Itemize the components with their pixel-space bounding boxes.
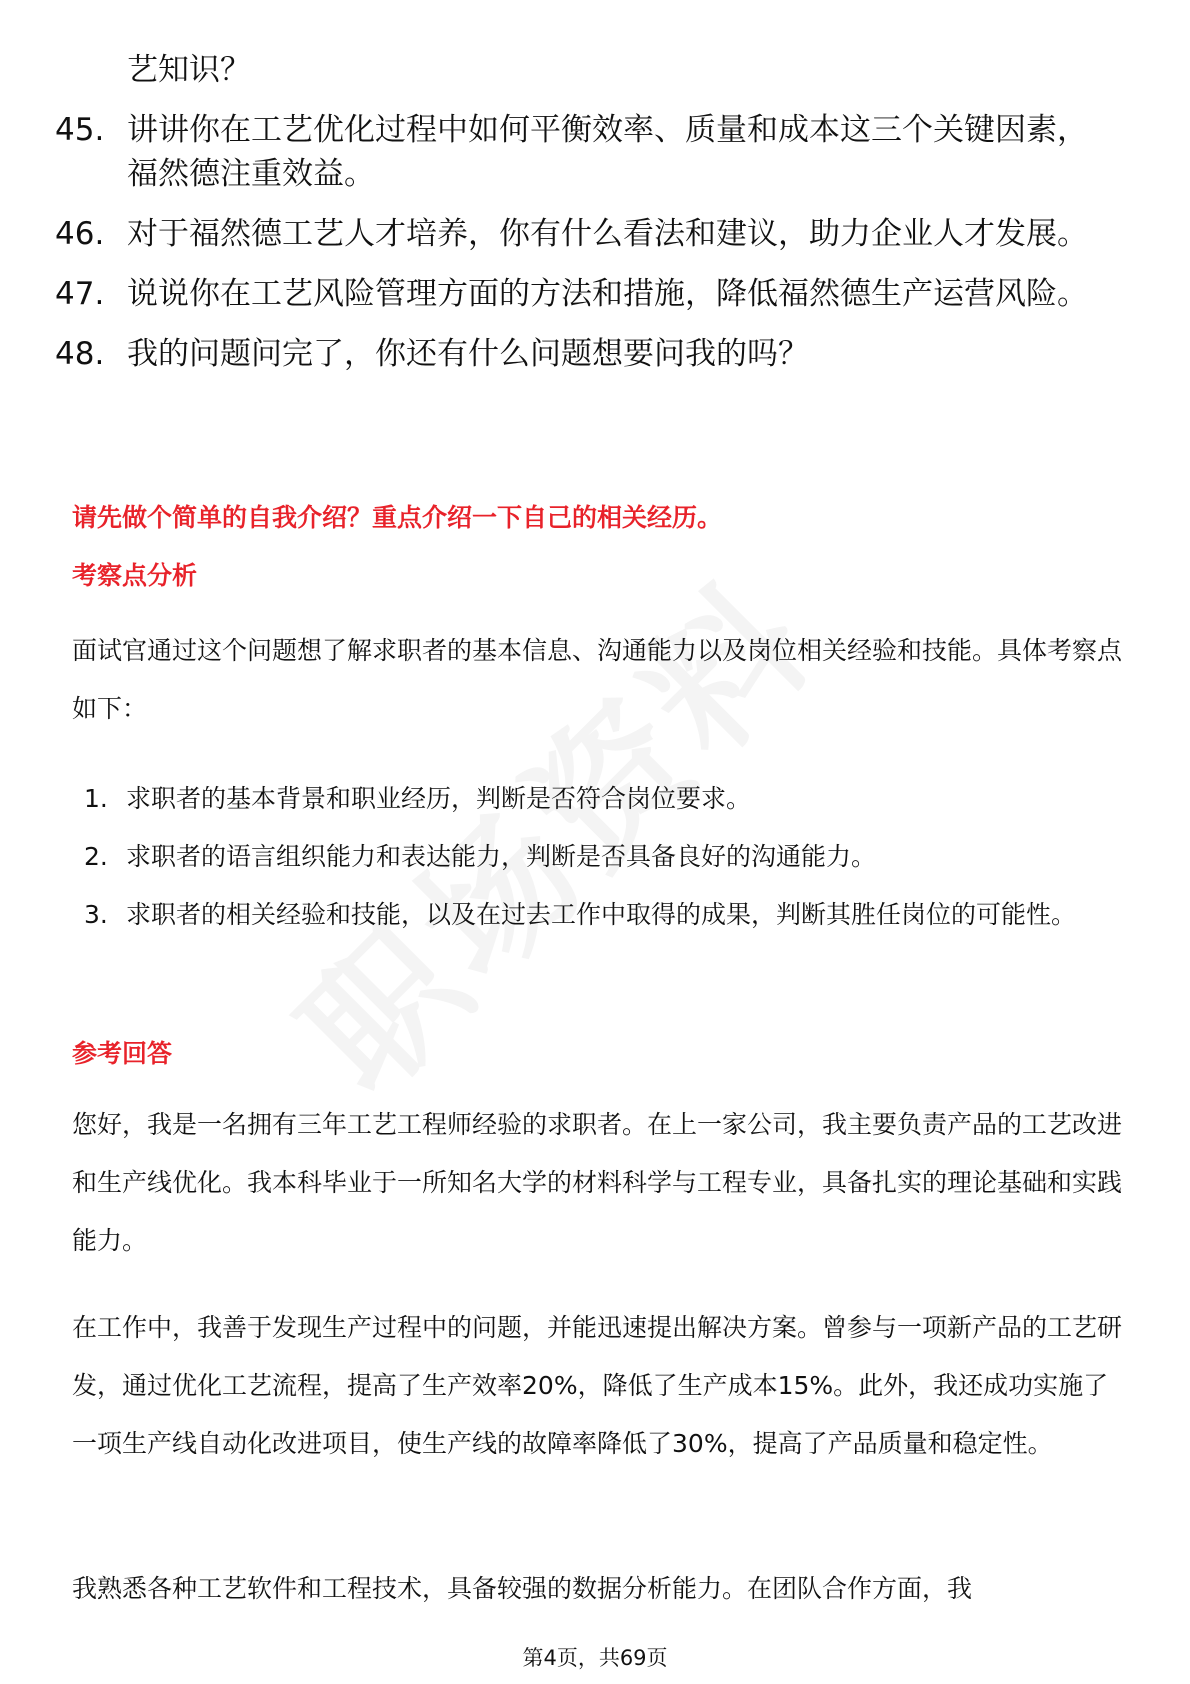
question-number: 48.: [55, 336, 105, 372]
analysis-point: [84, 828, 1124, 886]
point-number: 3.: [84, 900, 108, 929]
question-number: 45.: [55, 112, 105, 148]
answer-paragraph-2: 在工作中，我善于发现生产过程中的问题，并能迅速提出解决方案。曾参与一项新产品的工艺研发，通过优化工艺流程，提高了生产效率20%，降低了生产成本15%。此外，我还成功实施了一项生产线自动化改进项目，使生产线的故障率降低了30%，提高了产品质量和稳定性。: [72, 1313, 1123, 1458]
question-text: 对于福然德工艺人才培养，你有什么看法和建议，助力企业人才发展。: [127, 216, 1088, 252]
point-text: 求职者的语言组织能力和表达能力，判断是否具备良好的沟通能力。: [126, 842, 877, 871]
answer-paragraph-3: 我熟悉各种工艺软件和工程技术，具备较强的数据分析能力。在团队合作方面，我: [72, 1574, 973, 1603]
answer-title: 参考回答: [72, 1039, 173, 1068]
analysis-intro: 面试官通过这个问题想了解求职者的基本信息、沟通能力以及岗位相关经验和技能。具体考察点如下：: [72, 636, 1123, 723]
point-text: 求职者的基本背景和职业经历，判断是否符合岗位要求。: [126, 784, 752, 813]
analysis-points: [84, 770, 1124, 944]
question-item: [55, 108, 1115, 196]
point-number: 1.: [84, 784, 108, 813]
question-continuation: 艺知识？: [127, 52, 251, 88]
page-footer: 第4页，共69页: [522, 1646, 668, 1670]
question-item: [55, 272, 1115, 316]
question-list: [55, 48, 1115, 376]
analysis-point: [84, 770, 1124, 828]
answer-paragraph-1: 您好，我是一名拥有三年工艺工程师经验的求职者。在上一家公司，我主要负责产品的工艺改进和生产线优化。我本科毕业于一所知名大学的材料科学与工程专业，具备扎实的理论基础和实践能力。: [72, 1110, 1123, 1255]
question-text: 说说你在工艺风险管理方面的方法和措施，降低福然德生产运营风险。: [127, 276, 1088, 312]
analysis-title: 考察点分析: [72, 561, 198, 590]
highlighted-question: 请先做个简单的自我介绍？重点介绍一下自己的相关经历。: [72, 503, 723, 532]
question-text: 我的问题问完了，你还有什么问题想要问我的吗？: [127, 336, 809, 372]
question-item: [55, 212, 1115, 256]
analysis-point: [84, 886, 1124, 944]
point-number: 2.: [84, 842, 108, 871]
point-text: 求职者的相关经验和技能，以及在过去工作中取得的成果，判断其胜任岗位的可能性。: [126, 900, 1077, 929]
question-number: 47.: [55, 276, 105, 312]
question-item: [55, 332, 1115, 376]
question-number: 46.: [55, 216, 105, 252]
question-text: 讲讲你在工艺优化过程中如何平衡效率、质量和成本这三个关键因素，福然德注重效益。: [127, 112, 1088, 192]
